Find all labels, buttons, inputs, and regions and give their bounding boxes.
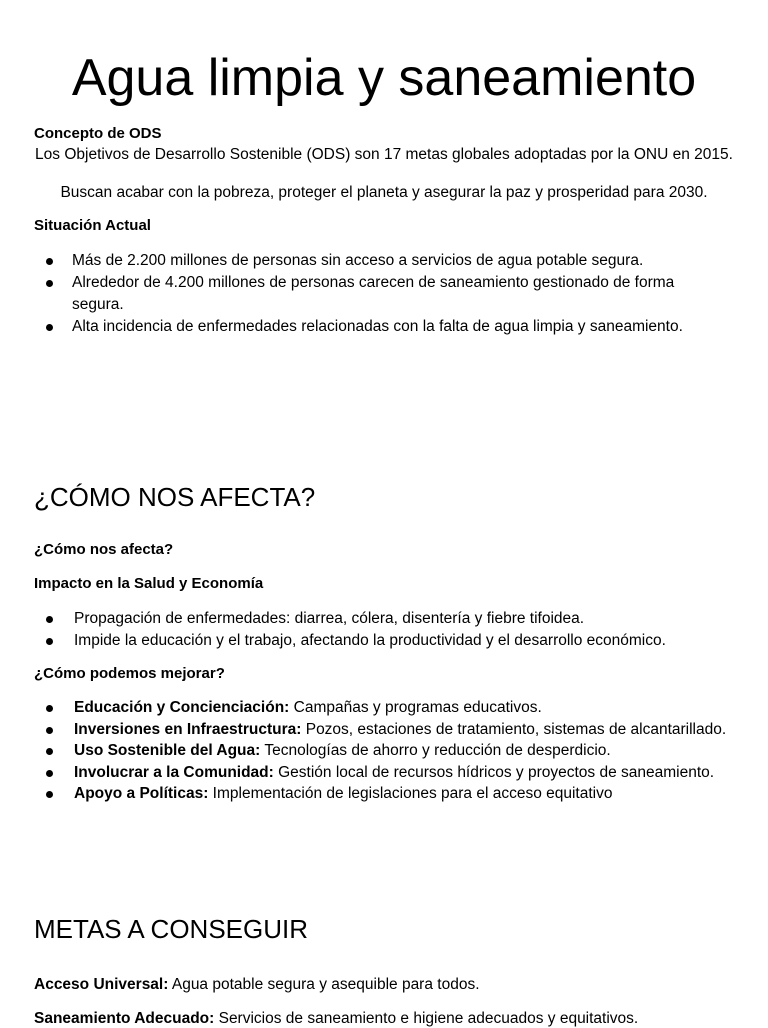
list-item: Uso Sostenible del Agua: Tecnologías de ahorro y reducción de desperdicio. [34, 740, 764, 762]
concepto-line-2: Buscan acabar con la pobreza, proteger el planeta y asegurar la paz y prosperidad para 2030. [60, 184, 708, 201]
mejorar-list [34, 697, 764, 805]
bullet-icon [46, 324, 53, 331]
list-item: Propagación de enfermedades: diarrea, cólera, disentería y fiebre tifoidea. [34, 608, 754, 630]
impacto-list [34, 608, 754, 651]
bullet-icon [46, 280, 53, 287]
afecta-section-title: ¿CÓMO NOS AFECTA? [34, 482, 316, 512]
bullet-icon [46, 727, 53, 734]
metas-section-title: METAS A CONSEGUIR [34, 914, 309, 944]
bullet-icon [46, 748, 53, 755]
situacion-heading: Situación Actual [34, 217, 151, 234]
situacion-list [34, 250, 724, 338]
list-item: Más de 2.200 millones de personas sin acceso a servicios de agua potable segura. [34, 250, 724, 272]
bullet-icon [46, 705, 53, 712]
bullet-icon [46, 616, 53, 623]
page-title: Agua limpia y saneamiento [71, 49, 697, 107]
list-item: Alta incidencia de enfermedades relacionadas con la falta de agua limpia y saneamiento. [34, 316, 724, 338]
concepto-heading: Concepto de ODS [34, 125, 162, 142]
meta-acceso-universal: Acceso Universal: Agua potable segura y asequible para todos. [34, 976, 480, 993]
list-item: Educación y Concienciación: Campañas y programas educativos. [34, 697, 764, 719]
bullet-icon [46, 638, 53, 645]
meta-saneamiento-adecuado: Saneamiento Adecuado: Servicios de saneamiento e higiene adecuados y equitativos. [34, 1010, 639, 1027]
list-item: Alrededor de 4.200 millones de personas carecen de saneamiento gestionado de forma segura. [34, 272, 724, 316]
impacto-heading: Impacto en la Salud y Economía [34, 575, 264, 592]
list-item: Apoyo a Políticas: Implementación de legislaciones para el acceso equitativo [34, 783, 764, 805]
concepto-line-1: Los Objetivos de Desarrollo Sostenible (ODS) son 17 metas globales adoptadas por la ONU en 2015. [35, 146, 733, 163]
list-item: Impide la educación y el trabajo, afectando la productividad y el desarrollo económico. [34, 630, 754, 652]
bullet-icon [46, 791, 53, 798]
bullet-icon [46, 770, 53, 777]
mejorar-heading: ¿Cómo podemos mejorar? [34, 665, 225, 682]
bullet-icon [46, 258, 53, 265]
afecta-subheading: ¿Cómo nos afecta? [34, 541, 174, 558]
list-item: Involucrar a la Comunidad: Gestión local de recursos hídricos y proyectos de saneamiento. [34, 762, 764, 784]
list-item: Inversiones en Infraestructura: Pozos, estaciones de tratamiento, sistemas de alcantarillado. [34, 719, 764, 741]
